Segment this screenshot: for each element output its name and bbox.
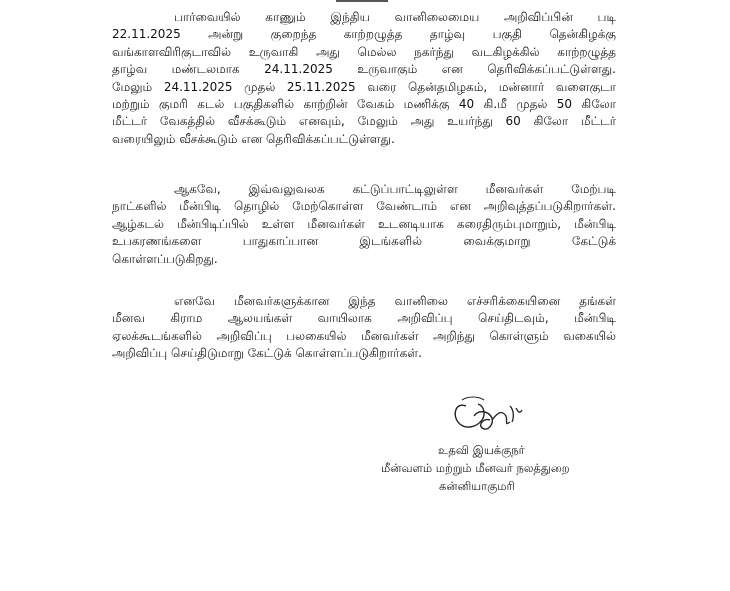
top-rule	[336, 0, 388, 2]
paragraph-fishing-advisory	[112, 181, 616, 268]
text-line: ஆழ்கடல் மீன்பிடிப்பில் உள்ள மீனவர்கள் உடனடியாக கரைதிரும்புமாறும், மீன்பிடி	[112, 216, 616, 231]
text-line: வரையிலும் வீசக்கூடும் என தெரிவிக்கப்பட்டுள்ளது.	[112, 131, 395, 146]
text-line: ஏலக்கூடங்களில் அறிவிப்பு பலகையில் மீனவர்கள் அறிந்து கொள்ளும் வகையில்	[112, 328, 616, 343]
signatory-designation: உதவி இயக்குநர்	[438, 443, 525, 457]
text-line: தாழ்வ மண்டலமாக 24.11.2025 உருவாகும் என தெரிவிக்கப்பட்டுள்ளது.	[112, 62, 616, 77]
text-line: மீட்டர் வேகத்தில் வீசக்கூடும் எனவும், மேலும் அது உயர்ந்து 60 கிலோ மீட்டர்	[112, 114, 616, 129]
signatory-place: கன்னியாகுமரி	[439, 479, 515, 493]
text-line: எனவே மீனவர்களுக்கான இந்த வானிலை எச்சரிக்கையினை தங்கள்	[174, 294, 616, 308]
text-line: மற்றும் குமரி கடல் பகுதிகளில் காற்றின் வேகம் மணிக்கு 40 கி.மீ முதல் 50 கிலோ	[112, 97, 616, 112]
handwritten-signature	[448, 392, 538, 440]
paragraph-weather-forecast	[112, 9, 616, 148]
text-line: பார்வையில் காணும் இந்திய வானிலைமைய அறிவிப்பின் படி	[174, 10, 616, 24]
paragraph-announcement-request	[112, 293, 616, 363]
text-line: அறிவிப்பு செய்திடுமாறு கேட்டுக் கொள்ளப்படுகிறார்கள்.	[112, 346, 422, 361]
text-line: கொள்ளப்படுகிறது.	[112, 251, 218, 266]
text-line: மேலும் 24.11.2025 முதல் 25.11.2025 வரை தென்தமிழகம், மன்னார் வளைகுடா	[112, 79, 616, 94]
signatory-department: மீன்வளம் மற்றும் மீனவர் நலத்துறை	[381, 461, 570, 475]
text-line: வங்காளவிரிகுடாவில் உருவாகி அது மெல்ல நகர்ந்து வடகிழக்கில் காற்றழுத்த	[112, 44, 616, 59]
text-line: நாட்களில் மீன்பிடி தொழில் மேற்கொள்ள வேண்டாம் என அறிவுத்தப்படுகிறார்கள்.	[112, 199, 616, 214]
text-line: மீனவ கிராம ஆலயங்கள் வாயிலாக அறிவிப்பு செய்திடவும், மீன்பிடி	[112, 311, 616, 326]
text-line: ஆகவே, இவ்வலுவலக கட்டுப்பாட்டிலுள்ள மீனவர்கள் மேற்படி	[174, 182, 616, 196]
text-line: உபகரணங்களை பாதுகாப்பான இடங்களில் வைக்குமாறு கேட்டுக்	[112, 234, 616, 249]
text-line: 22.11.2025 அன்று குறைந்த காற்றழுத்த தாழ்வு பகுதி தென்கிழக்கு	[112, 27, 616, 42]
